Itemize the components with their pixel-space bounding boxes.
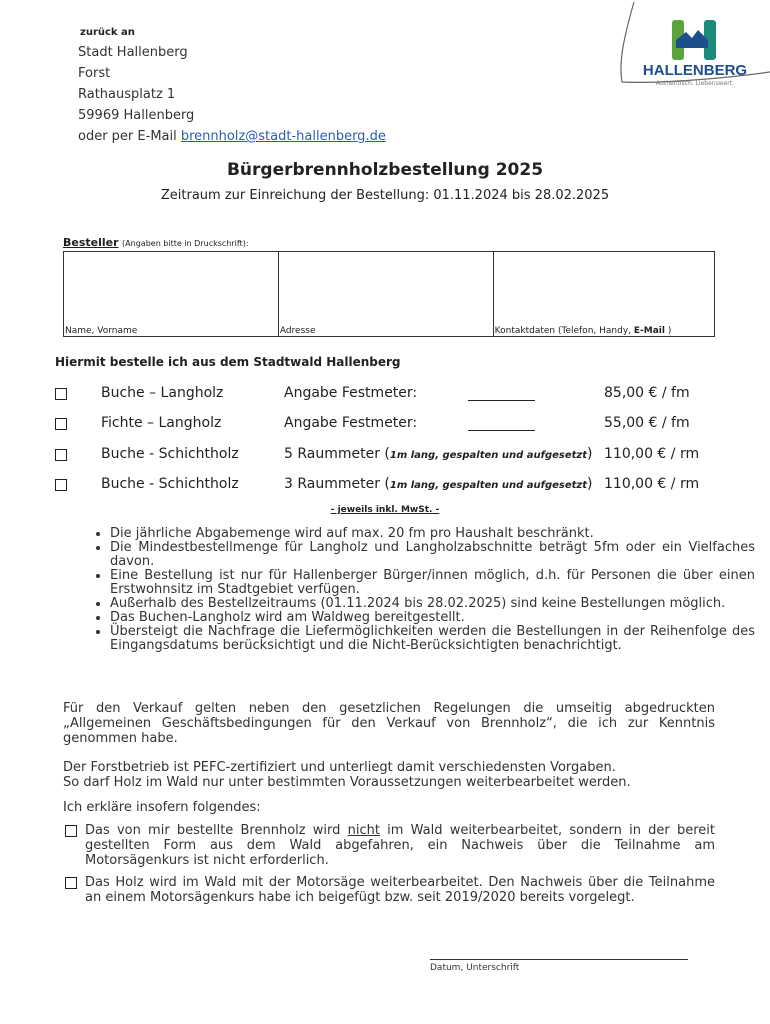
besteller-table: [63, 251, 715, 337]
form-subtitle: Zeitraum zur Einreichung der Bestellung: 01.11.2024 bis 28.02.2025: [160, 188, 610, 203]
order-row: [55, 385, 715, 407]
rule-item: • Die Mindestbestellmenge für Langholz und Langholzabschnitte beträgt 5fm oder ein Vielfaches davon.: [110, 541, 755, 569]
email-line: [78, 126, 386, 147]
name-field-label: Name, Vorname: [65, 326, 138, 336]
email-prefix: oder per E-Mail: [78, 129, 181, 144]
order-product: Buche – Langholz: [101, 385, 224, 401]
signature-label: Datum, Unterschrift: [430, 963, 520, 973]
address-field-label: Adresse: [279, 326, 316, 336]
order-checkbox[interactable]: [55, 479, 67, 491]
festmeter-input-line[interactable]: [468, 400, 535, 401]
vat-note: - jeweils inkl. MwSt. -: [330, 505, 440, 515]
form-title: Bürgerbrennholzbestellung 2025: [226, 160, 544, 180]
order-row: [55, 446, 715, 468]
rules-list: [70, 527, 755, 653]
pefc-line: Der Forstbetrieb ist PEFC-zertifiziert und unterliegt damit verschiedensten Vorgaben.: [63, 760, 616, 775]
declaration-text-a: Das von mir bestellte Brennholz wird: [85, 823, 348, 838]
rule-item: • Die jährliche Abgabemenge wird auf max. 20 fm pro Haushalt beschränkt.: [110, 527, 755, 541]
address-line: Forst: [78, 66, 111, 81]
recipient-address: [78, 42, 386, 147]
order-heading: Hiermit bestelle ich aus dem Stadtwald Hallenberg: [55, 355, 401, 369]
order-product: Buche - Schichtholz: [101, 476, 239, 492]
order-row: [55, 476, 715, 498]
rule-item: • Eine Bestellung ist nur für Hallenberger Bürger/innen möglich, d.h. für Personen die über einen Erstwohnsitz im Stadtgebiet verfügen.: [110, 569, 755, 597]
order-amount: Angabe Festmeter:: [284, 385, 418, 401]
order-checkbox[interactable]: [55, 388, 67, 400]
rule-item: • Außerhalb des Bestellzeitraums (01.11.2024 bis 28.02.2025) sind keine Bestellungen möglich.: [110, 597, 755, 611]
declaration-intro: Ich erkläre insofern folgendes:: [63, 800, 261, 815]
order-product: Buche - Schichtholz: [101, 446, 239, 462]
order-amount: Angabe Festmeter:: [284, 415, 418, 431]
declaration-checkbox[interactable]: [65, 877, 77, 889]
address-line: Stadt Hallenberg: [78, 45, 188, 60]
order-product: Fichte – Langholz: [101, 415, 222, 431]
order-amount-note: 1m lang, gespalten und aufgesetzt: [389, 450, 588, 461]
pefc-line: So darf Holz im Wald nur unter bestimmten Voraussetzungen weiterbearbeitet werden.: [63, 775, 631, 790]
signature-line[interactable]: [430, 959, 688, 960]
return-header: zurück an: [80, 27, 135, 38]
rule-item: • Das Buchen-Langholz wird am Waldweg bereitgestellt.: [110, 611, 755, 625]
order-price: 85,00 € / fm: [604, 385, 690, 401]
address-field[interactable]: [278, 252, 493, 337]
declaration-text: [85, 823, 715, 868]
order-checkbox[interactable]: [55, 449, 67, 461]
order-checkbox[interactable]: [55, 418, 67, 430]
contact-label-email: E-Mail: [633, 326, 665, 336]
order-amount-note: 1m lang, gespalten und aufgesetzt: [389, 480, 588, 491]
contact-label-suffix: ): [664, 326, 672, 336]
pefc-paragraph: [63, 760, 715, 790]
order-amount: 3 Raummeter (1m lang, gespalten und aufgesetzt): [284, 476, 593, 492]
rule-item: • Übersteigt die Nachfrage die Liefermöglichkeiten werden die Bestellungen in der Reihenfolge des Eingangsdatums berücksichtigt und die Nicht-Berücksichtigten benachrichtigt.: [110, 625, 755, 653]
email-link[interactable]: brennholz@stadt-hallenberg.de: [180, 129, 386, 144]
contact-field[interactable]: [493, 252, 714, 337]
address-line: Rathausplatz 1: [78, 87, 176, 102]
declaration-text: Das Holz wird im Wald mit der Motorsäge weiterbearbeitet. Den Nachweis über die Teilnahme an einem Motorsägenkurs habe ich beigefügt bzw. seit 2019/2020 bereits vorgelegt.: [85, 875, 715, 905]
declaration-text-nicht: nicht: [347, 823, 380, 838]
declaration-option: [63, 823, 715, 868]
declaration-option: [63, 875, 715, 905]
besteller-label: Besteller: [63, 236, 119, 249]
hallenberg-logo: [636, 18, 754, 88]
logo-wordmark: HALLENBERG: [642, 62, 748, 79]
address-line: 59969 Hallenberg: [78, 108, 195, 123]
logo-tagline: Authentisch. Liebenswert.: [655, 80, 735, 87]
besteller-heading: [63, 236, 249, 249]
name-field[interactable]: [64, 252, 279, 337]
order-price: 55,00 € / fm: [604, 415, 690, 431]
terms-paragraph: Für den Verkauf gelten neben den gesetzlichen Regelungen die umseitig abgedruckten „Allgemeinen Geschäftsbedingungen für den Verkauf von Brennholz“, die ich zur Kenntnis genommen habe.: [63, 701, 715, 746]
declaration-checkbox[interactable]: [65, 825, 77, 837]
declaration-text-b: im Wald weiterbearbeitet, sondern in der bereit gestellten Form aus dem Wald abgefahren, ein Nachweis über die Teilnahme am Motorsägenkurs ist nicht erforderlich.: [85, 823, 715, 868]
order-price: 110,00 € / rm: [604, 476, 700, 492]
hallenberg-h-mark-icon: [636, 18, 754, 64]
festmeter-input-line[interactable]: [468, 430, 535, 431]
order-price: 110,00 € / rm: [604, 446, 700, 462]
order-amount-text: 5 Raummeter (: [284, 446, 390, 462]
order-amount: 5 Raummeter (1m lang, gespalten und aufgesetzt): [284, 446, 593, 462]
besteller-note: (Angaben bitte in Druckschrift):: [122, 239, 249, 248]
order-amount-text: 3 Raummeter (: [284, 476, 390, 492]
order-row: [55, 415, 715, 437]
contact-label-prefix: Kontaktdaten (Telefon, Handy,: [494, 326, 634, 336]
contact-field-label: [495, 326, 672, 336]
